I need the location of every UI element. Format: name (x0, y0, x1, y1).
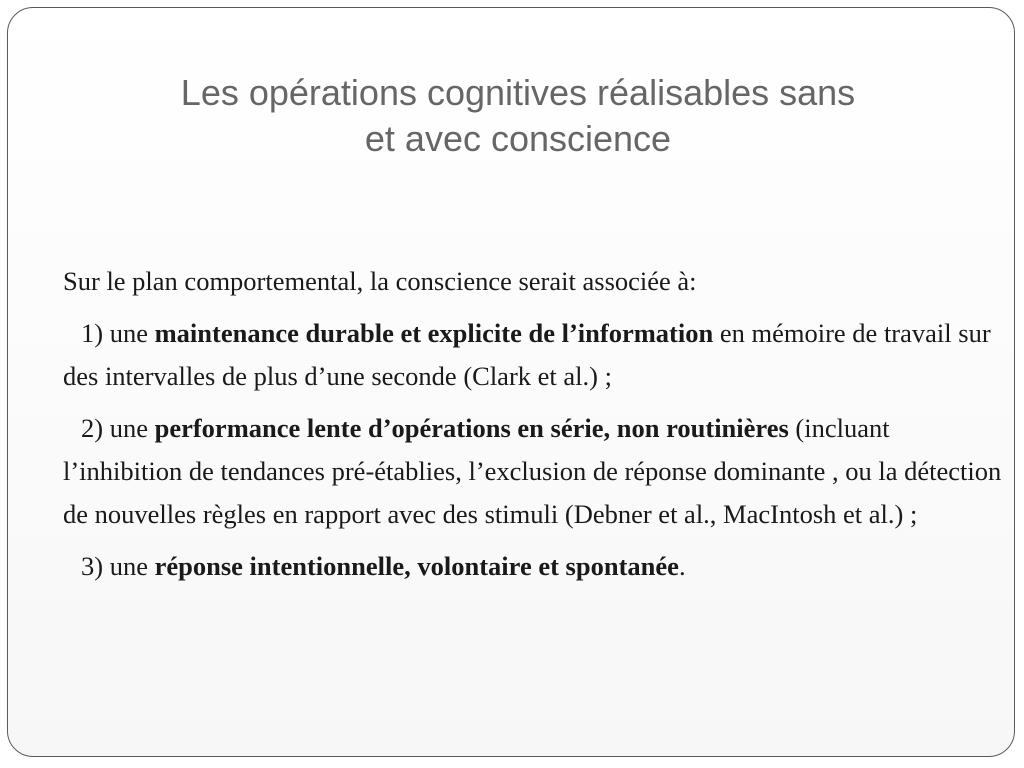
intro-text: Sur le plan comportemental, la conscience serait associée à: (63, 266, 697, 296)
list-item-3-suffix: . (678, 551, 686, 581)
slide-frame (7, 7, 1015, 757)
slide-body (63, 260, 1003, 597)
list-item-3 (63, 545, 1003, 588)
list-item-2-emphasis: performance lente d’opérations en série, non routinières (154, 413, 789, 443)
list-item-1-emphasis: maintenance durable et explicite de l’information (154, 318, 714, 348)
list-item-1-prefix: 1) une (81, 318, 155, 348)
list-item-1-suffix: en mémoire de travail sur des intervalles de plus d’une seconde (Clark et al.) ; (63, 318, 991, 391)
slide-title (48, 70, 988, 162)
list-item-2-suffix: (incluant l’inhibition de tendances pré-établies, l’exclusion de réponse dominante , ou la détection de nouvelles règles en rapport avec des stimuli (Debner et al., MacIntosh et al.) ; (63, 413, 1002, 529)
list-item-3-emphasis: réponse intentionnelle, volontaire et spontanée (154, 551, 679, 581)
list-item-1 (63, 312, 1003, 398)
slide-title-line-2: et avec conscience (364, 118, 672, 159)
list-item-3-prefix: 3) une (81, 551, 155, 581)
list-item-2 (63, 407, 1003, 536)
list-item-2-prefix: 2) une (81, 413, 155, 443)
slide-title-line-1: Les opérations cognitives réalisables sans (180, 72, 856, 113)
